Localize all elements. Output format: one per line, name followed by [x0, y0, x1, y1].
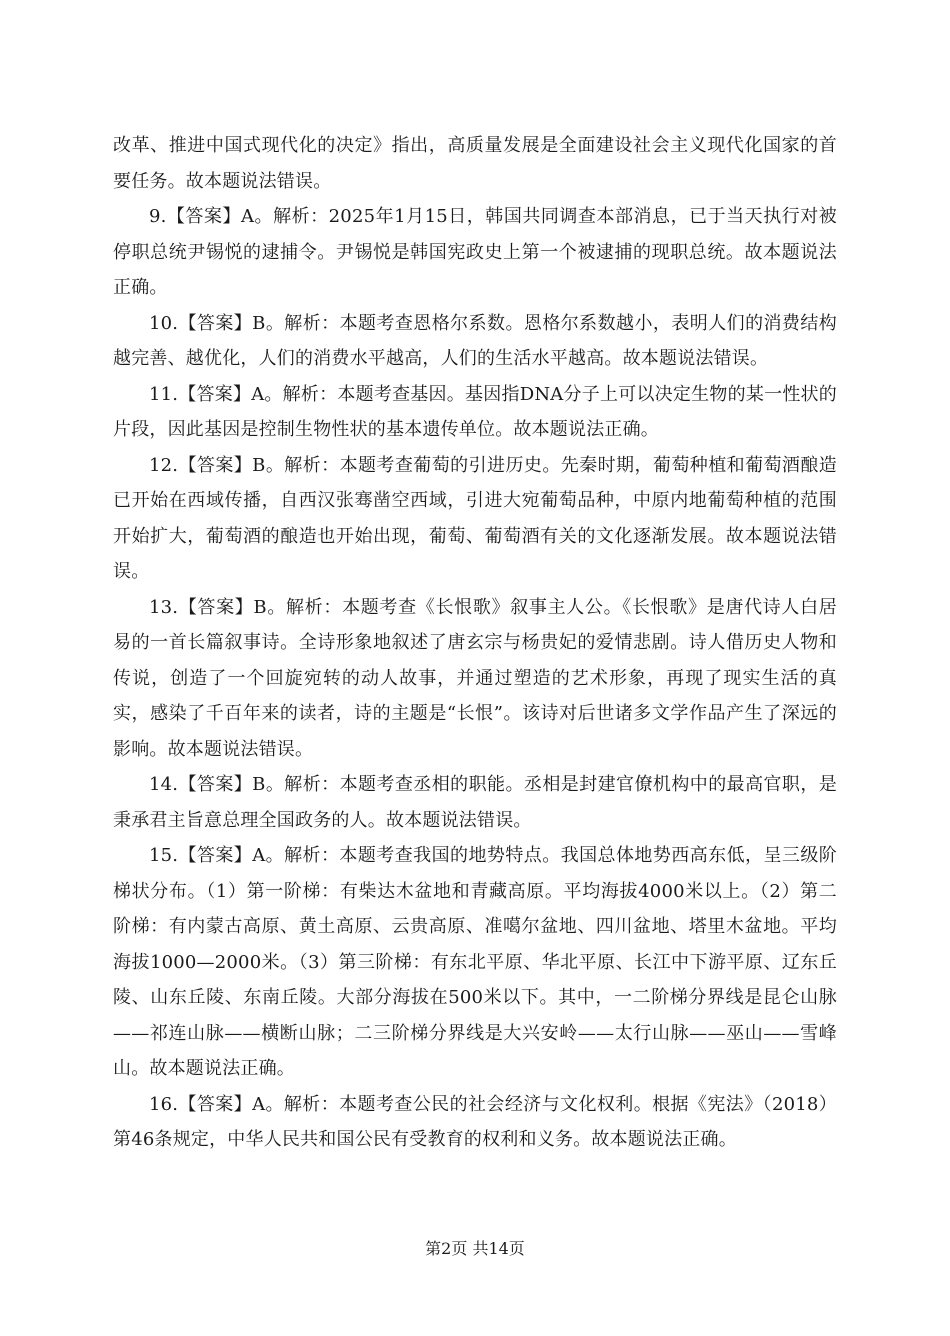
answer-item-10: 10.【答案】B。解析：本题考查恩格尔系数。恩格尔系数越小，表明人们的消费结构越完善、越优化，人们的消费水平越高，人们的生活水平越高。故本题说法错误。 [113, 312, 837, 369]
answer-item-16: 16.【答案】A。解析：本题考查公民的社会经济与文化权利。根据《宪法》（2018）第46条规定，中华人民共和国公民有受教育的权利和义务。故本题说法正确。 [113, 1093, 837, 1150]
answer-item-13: 13.【答案】B。解析：本题考查《长恨歌》叙事主人公。《长恨歌》是唐代诗人白居易的一首长篇叙事诗。全诗形象地叙述了唐玄宗与杨贵妃的爱情悲剧。诗人借历史人物和传说，创造了一个回旋宛转的动人故事，并通过塑造的艺术形象，再现了现实生活的真实，感染了千百年来的读者，诗的主题是“长恨”。该诗对后世诸多文学作品产生了深远的影响。故本题说法错误。 [113, 596, 837, 760]
answer-item-11: 11.【答案】A。解析：本题考查基因。基因指DNA分子上可以决定生物的某一性状的片段，因此基因是控制生物性状的基本遗传单位。故本题说法正确。 [113, 383, 837, 440]
page-number-footer: 第2页 共14页 [425, 1239, 525, 1258]
paragraph-continuation: 改革、推进中国式现代化的决定》指出，高质量发展是全面建设社会主义现代化国家的首要任务。故本题说法错误。 [113, 135, 837, 192]
answer-item-9: 9.【答案】A。解析：2025年1月15日，韩国共同调查本部消息，已于当天执行对被停职总统尹锡悦的逮捕令。尹锡悦是韩国宪政史上第一个被逮捕的现职总统。故本题说法正确。 [113, 206, 837, 298]
answer-item-12: 12.【答案】B。解析：本题考查葡萄的引进历史。先秦时期，葡萄种植和葡萄酒酿造已开始在西域传播，自西汉张骞凿空西域，引进大宛葡萄品种，中原内地葡萄种植的范围开始扩大，葡萄酒的酿造也开始出现，葡萄、葡萄酒有关的文化逐渐发展。故本题说法错误。 [113, 454, 837, 582]
document-body [113, 128, 837, 1158]
answer-item-15: 15.【答案】A。解析：本题考查我国的地势特点。我国总体地势西高东低，呈三级阶梯状分布。（1）第一阶梯：有柴达木盆地和青藏高原。平均海拔4000米以上。（2）第二阶梯：有内蒙古高原、黄土高原、云贵高原、准噶尔盆地、四川盆地、塔里木盆地。平均海拔1000—2000米。（3）第三阶梯：有东北平原、华北平原、长江中下游平原、辽东丘陵、山东丘陵、东南丘陵。大部分海拔在500米以下。其中，一二阶梯分界线是昆仑山脉——祁连山脉——横断山脉；二三阶梯分界线是大兴安岭——太行山脉——巫山——雪峰山。故本题说法正确。 [113, 845, 837, 1079]
answer-item-14: 14.【答案】B。解析：本题考查丞相的职能。丞相是封建官僚机构中的最高官职，是秉承君主旨意总理全国政务的人。故本题说法错误。 [113, 774, 837, 831]
